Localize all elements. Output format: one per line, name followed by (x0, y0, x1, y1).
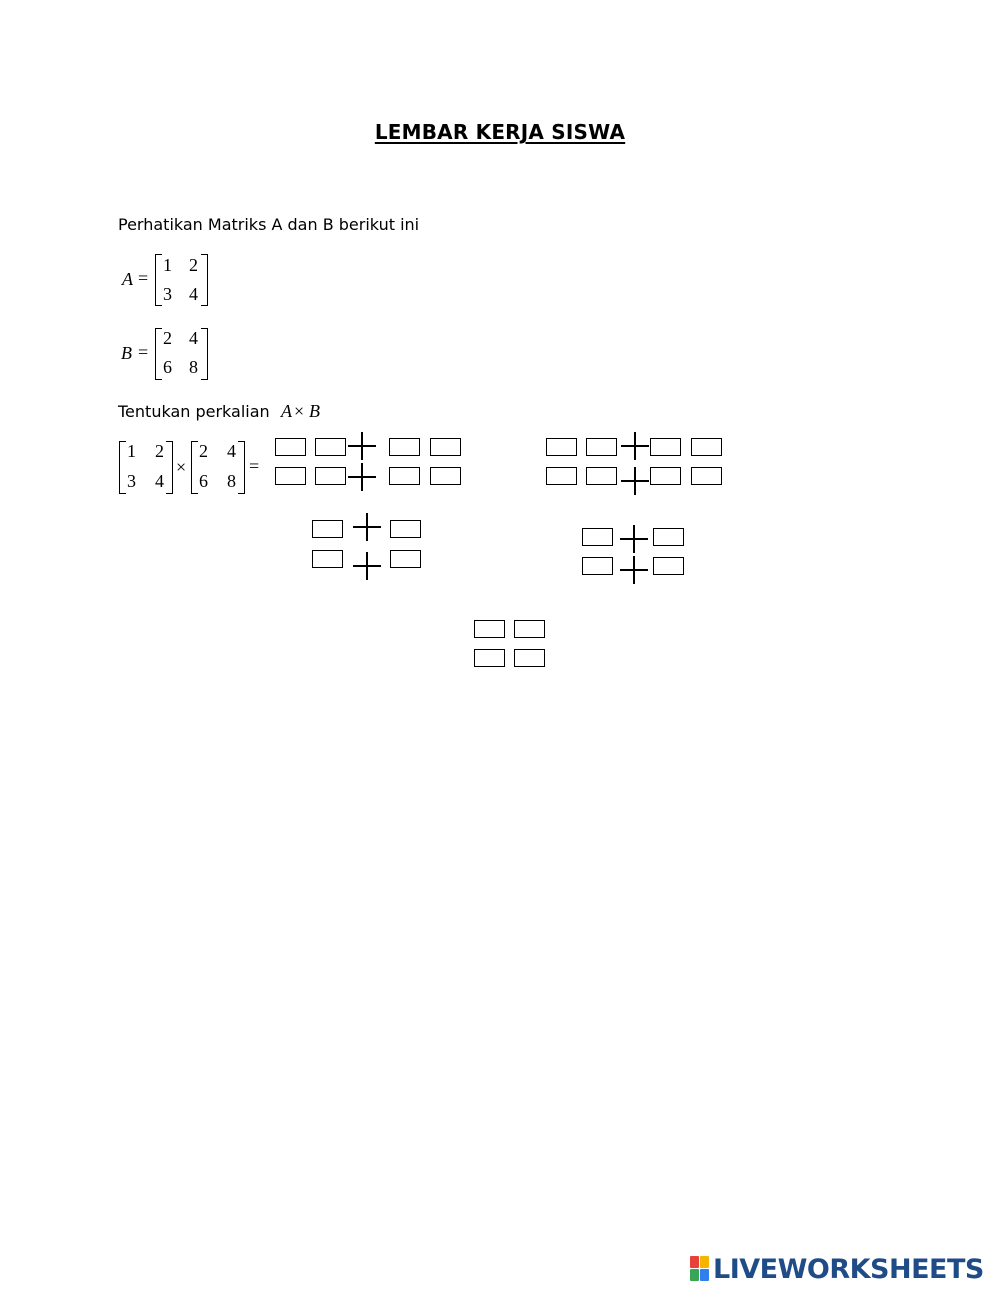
product-b-cell: 8 (227, 471, 236, 491)
answer-box[interactable] (430, 467, 461, 485)
answer-box[interactable] (691, 438, 722, 456)
matrix-b-name: B (121, 343, 132, 363)
answer-box[interactable] (430, 438, 461, 456)
task-label: Tentukan perkalian (118, 402, 270, 421)
task-lhs: A (281, 401, 292, 421)
answer-box[interactable] (389, 438, 420, 456)
answer-box[interactable] (275, 467, 306, 485)
answer-box[interactable] (390, 520, 421, 538)
product-a-cell: 1 (127, 441, 136, 461)
matrix-a-cell: 4 (189, 284, 198, 304)
answer-box[interactable] (312, 520, 343, 538)
answer-box[interactable] (275, 438, 306, 456)
product-times: × (176, 457, 187, 477)
matrix-a-cell: 3 (163, 284, 172, 304)
answer-box[interactable] (653, 528, 684, 546)
matrix-b-right-bracket (201, 328, 208, 380)
answer-box[interactable] (650, 438, 681, 456)
answer-box[interactable] (653, 557, 684, 575)
product-a-left-bracket (119, 441, 126, 494)
product-b-right-bracket (238, 441, 245, 494)
matrix-a-cell: 1 (163, 255, 172, 275)
page-title: LEMBAR KERJA SISWA (374, 120, 626, 144)
product-b-left-bracket (191, 441, 198, 494)
plus-sign (620, 525, 648, 553)
matrix-a-name: A (122, 269, 133, 289)
answer-box[interactable] (586, 438, 617, 456)
matrix-b-equals: = (138, 342, 149, 362)
plus-sign (353, 552, 381, 580)
liveworksheets-logo-text: LIVEWORKSHEETS (713, 1253, 984, 1285)
product-b-cell: 2 (199, 441, 208, 461)
answer-box[interactable] (390, 550, 421, 568)
answer-box[interactable] (546, 467, 577, 485)
matrix-a-left-bracket (155, 254, 162, 306)
product-equals: = (249, 456, 260, 476)
matrix-b-left-bracket (155, 328, 162, 380)
product-a-cell: 3 (127, 471, 136, 491)
answer-box[interactable] (514, 620, 545, 638)
product-b-cell: 6 (199, 471, 208, 491)
product-a-cell: 4 (155, 471, 164, 491)
answer-box[interactable] (389, 467, 420, 485)
matrix-a-equals: = (138, 268, 149, 288)
answer-box[interactable] (582, 557, 613, 575)
product-a-right-bracket (166, 441, 173, 494)
task-rhs: B (309, 401, 320, 421)
answer-box[interactable] (315, 467, 346, 485)
matrix-a-cell: 2 (189, 255, 198, 275)
liveworksheets-logo-icon (690, 1256, 710, 1282)
intro-text: Perhatikan Matriks A dan B berikut ini (118, 215, 420, 234)
matrix-b-cell: 8 (189, 357, 198, 377)
product-a-cell: 2 (155, 441, 164, 461)
answer-box[interactable] (691, 467, 722, 485)
plus-sign (621, 467, 649, 495)
product-b-cell: 4 (227, 441, 236, 461)
matrix-b-cell: 6 (163, 357, 172, 377)
answer-box[interactable] (315, 438, 346, 456)
matrix-b-cell: 4 (189, 328, 198, 348)
plus-sign (620, 556, 648, 584)
answer-box[interactable] (474, 649, 505, 667)
answer-box[interactable] (586, 467, 617, 485)
liveworksheets-logo (690, 1252, 984, 1286)
plus-sign (621, 432, 649, 460)
task-times: × (294, 401, 305, 421)
plus-sign (348, 463, 376, 491)
matrix-a-right-bracket (201, 254, 208, 306)
answer-box[interactable] (650, 467, 681, 485)
answer-box[interactable] (514, 649, 545, 667)
matrix-b-cell: 2 (163, 328, 172, 348)
plus-sign (353, 513, 381, 541)
plus-sign (348, 432, 376, 460)
answer-box[interactable] (474, 620, 505, 638)
answer-box[interactable] (582, 528, 613, 546)
answer-box[interactable] (312, 550, 343, 568)
answer-box[interactable] (546, 438, 577, 456)
